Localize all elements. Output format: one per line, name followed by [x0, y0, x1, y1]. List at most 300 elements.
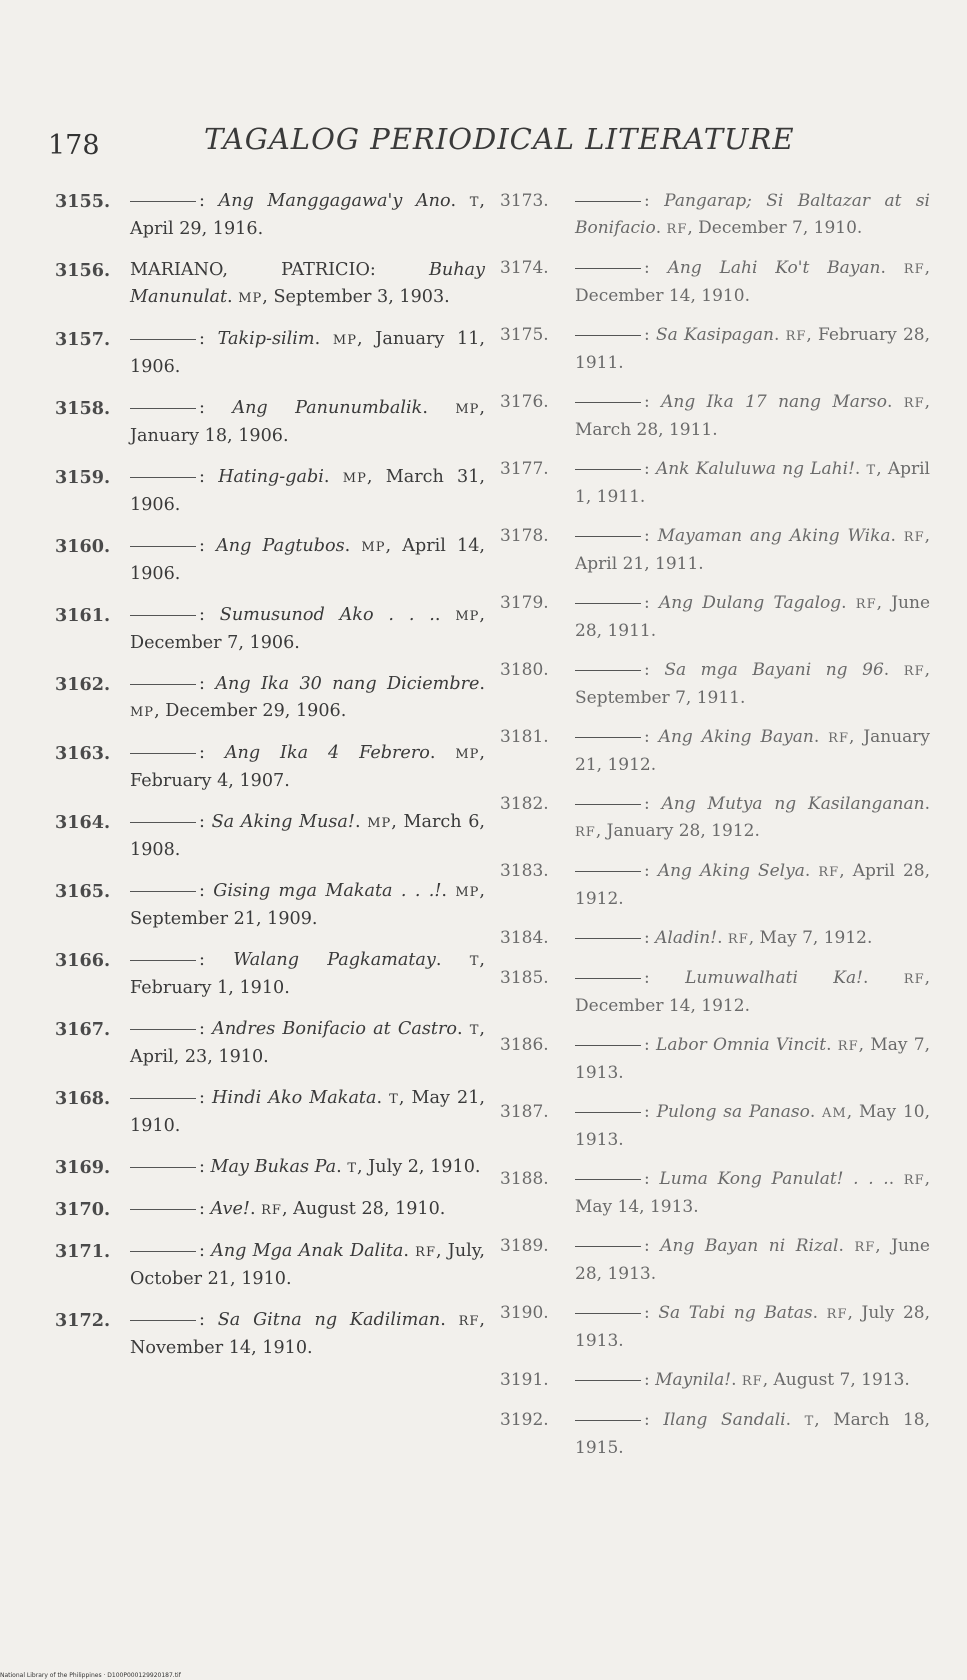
entry-source: AM [822, 1106, 847, 1121]
entry-title: Sa mga Bayani ng 96 [664, 660, 884, 680]
entry-colon: : [199, 1019, 213, 1039]
entry-text: : Lumuwalhati Ka!. RF, December 14, 1912. [575, 968, 930, 1016]
entry-number: 3157. [55, 329, 111, 350]
entry-text: : Sumusunod Ako . . .. MP, December 7, 1906. [130, 605, 485, 653]
bibliography-entry [500, 791, 930, 846]
entry-title: Mayaman ang Aking Wika [657, 526, 891, 546]
bibliography-entry [500, 322, 930, 377]
entry-title: Ang Ika 30 nang Diciembre [215, 674, 480, 694]
entry-number: 3180. [500, 660, 549, 680]
bibliography-entry [55, 533, 485, 588]
entry-source: RF [854, 1240, 876, 1255]
entry-number: 3155. [55, 191, 111, 212]
entry-text: : Ang Mutya ng Kasilanganan. RF, January 28, 1912. [575, 794, 930, 841]
entry-title: Gising mga Makata . . .! [213, 881, 442, 901]
ditto-dash [130, 1251, 196, 1252]
bibliography-entry [55, 1307, 485, 1362]
entry-source: RF [826, 1307, 848, 1322]
entry-text: : Ave!. RF, August 28, 1910. [130, 1196, 485, 1224]
bibliography-entry [55, 947, 485, 1002]
bibliography-entry [55, 464, 485, 519]
entry-number: 3184. [500, 928, 549, 948]
entry-number: 3183. [500, 861, 549, 881]
bibliography-entry [500, 255, 930, 310]
entry-source: RF [575, 825, 596, 840]
entry-text: : Pulong sa Panaso. AM, May 10, 1913. [575, 1102, 930, 1150]
bibliography-entry [500, 188, 930, 243]
entry-source: T [866, 463, 877, 478]
entry-number: 3192. [500, 1410, 549, 1430]
ditto-dash [130, 201, 196, 202]
entry-colon: : [644, 459, 656, 479]
entry-colon: : [644, 1102, 657, 1122]
bibliography-entry [500, 1166, 930, 1221]
entry-date: April 21, 1911. [575, 554, 704, 574]
bibliography-entry [500, 965, 930, 1020]
bibliography-entry [500, 456, 930, 511]
ditto-dash [130, 891, 196, 892]
entry-source: T [804, 1414, 815, 1429]
bibliography-entry [55, 878, 485, 933]
entry-number: 3170. [55, 1199, 111, 1220]
entry-date: December 14, 1912. [575, 996, 750, 1016]
ditto-dash [130, 477, 196, 478]
ditto-dash [575, 1420, 641, 1421]
entry-colon: : [644, 794, 662, 814]
ditto-dash [575, 1380, 641, 1381]
entry-colon: : [644, 928, 656, 948]
entry-author: MARIANO, PATRICIO: [130, 260, 429, 280]
entry-date: May 14, 1913. [575, 1197, 699, 1217]
ditto-dash [130, 1167, 196, 1168]
entry-title: Sa Tabi ng Batas [658, 1303, 813, 1323]
entry-source: RF [828, 731, 849, 746]
entry-colon: : [199, 1088, 212, 1108]
entry-source: RF [741, 1374, 763, 1389]
entry-title: May Bukas Pa [210, 1157, 337, 1177]
ditto-dash [575, 804, 641, 805]
entry-text: : Ang Ika 17 nang Marso. RF, March 28, 1911. [575, 392, 930, 440]
entry-title: Sa Gitna ng Kadiliman [217, 1310, 441, 1330]
bibliography-entry [500, 1300, 930, 1355]
bibliography-entry [500, 1032, 930, 1087]
entry-title: Luma Kong Panulat! . . . [659, 1169, 889, 1189]
entry-title: Labor Omnia Vincit [656, 1035, 827, 1055]
entry-title: Hindi Ako Makata [212, 1088, 377, 1108]
bibliography-entry [55, 1154, 485, 1182]
entry-date: March 6, 1908. [130, 812, 486, 860]
entry-number: 3186. [500, 1035, 549, 1055]
entry-text: : Ank Kaluluwa ng Lahi!. T, April 1, 1911. [575, 459, 930, 507]
entry-source: RF [261, 1203, 282, 1218]
bibliography-entry [55, 326, 485, 381]
bibliography-entry [500, 925, 930, 953]
entry-colon: : [644, 1169, 660, 1189]
ditto-dash [130, 684, 196, 685]
entry-date: January 11, 1906. [130, 329, 486, 377]
entry-source: MP [130, 705, 155, 720]
entry-colon: : [199, 812, 212, 832]
page-header [44, 118, 944, 168]
left-column [55, 188, 485, 1376]
entry-number: 3171. [55, 1241, 111, 1262]
entry-text: : Aladin!. RF, May 7, 1912. [575, 925, 930, 953]
entry-source: RF [666, 222, 688, 237]
entry-date: September 3, 1903. [273, 287, 450, 307]
entry-text: : Ang Panunumbalik. MP, January 18, 1906. [130, 398, 485, 446]
entry-colon: : [199, 881, 214, 901]
entry-source: MP [455, 402, 480, 417]
entry-source: MP [455, 885, 480, 900]
entry-date: January 21, 1912. [575, 727, 931, 775]
ditto-dash [575, 1179, 641, 1180]
entry-title: Andres Bonifacio at Castro [212, 1019, 457, 1039]
bibliography-entry [500, 657, 930, 712]
entry-title: Ang Lahi Ko't Bayan [667, 258, 881, 278]
ditto-dash [575, 670, 641, 671]
entry-number: 3167. [55, 1019, 111, 1040]
entry-title: Ave! [210, 1199, 250, 1219]
entry-source: RF [415, 1245, 436, 1260]
entry-text: : Maynila!. RF, August 7, 1913. [575, 1367, 930, 1395]
entry-date: May 7, 1913. [575, 1035, 930, 1083]
entry-title: Ilang Sandali [663, 1410, 786, 1430]
entry-text: : Ang Pagtubos. MP, April 14, 1906. [130, 536, 486, 584]
entry-text: : Pangarap; Si Baltazar at si Bonifacio. RF, December 7, 1910. [575, 191, 930, 238]
entry-number: 3185. [500, 968, 549, 988]
entry-title: Ang Mga Anak Dalita [211, 1241, 404, 1261]
entry-date: July, October 21, 1910. [130, 1241, 485, 1289]
entry-colon: : [199, 605, 220, 625]
ditto-dash [130, 339, 196, 340]
entry-source: RF [903, 972, 925, 987]
entry-colon: : [644, 1410, 664, 1430]
entry-title: Ang Aking Bayan [658, 727, 814, 747]
entry-title: Sa Aking Musa! [211, 812, 355, 832]
entry-date: May 10, 1913. [575, 1102, 930, 1150]
ditto-dash [130, 1029, 196, 1030]
entry-number: 3173. [500, 191, 549, 211]
entry-colon: : [199, 743, 225, 763]
entry-title: Ang Ika 17 nang Marso [661, 392, 887, 412]
entry-title: Aladin! [655, 928, 718, 948]
entry-date: March 31, 1906. [130, 467, 486, 515]
ditto-dash [575, 335, 641, 336]
entry-colon: : [199, 1157, 211, 1177]
entry-date: November 14, 1910. [130, 1338, 313, 1358]
ditto-dash [575, 536, 641, 537]
entry-text: : Andres Bonifacio at Castro. T, April, 23, 1910. [130, 1019, 486, 1067]
entry-source: T [469, 1023, 480, 1038]
ditto-dash [575, 978, 641, 979]
ditto-dash [130, 1320, 196, 1321]
ditto-dash [130, 1098, 196, 1099]
entry-source: RF [903, 530, 925, 545]
entry-source: T [469, 195, 480, 210]
ditto-dash [130, 753, 196, 754]
bibliography-entry [55, 740, 485, 795]
ditto-dash [575, 938, 641, 939]
ditto-dash [575, 1045, 641, 1046]
ditto-dash [575, 737, 641, 738]
right-column [500, 188, 930, 1474]
entry-number: 3172. [55, 1310, 111, 1331]
entry-date: March 28, 1911. [575, 420, 718, 440]
entry-colon: : [199, 467, 219, 487]
entry-text: : Gising mga Makata . . .!. MP, September 21, 1909. [130, 881, 486, 929]
entry-number: 3177. [500, 459, 549, 479]
entry-date: June 28, 1911. [575, 593, 931, 641]
entry-title: Ang Manggagawa'y Ano [218, 191, 451, 211]
entry-number: 3169. [55, 1157, 111, 1178]
bibliography-entry [55, 809, 485, 864]
entry-text: : Ang Manggagawa'y Ano. T, April 29, 1916. [130, 191, 485, 239]
entry-title: Ank Kaluluwa ng Lahi! [655, 459, 855, 479]
entry-source: MP [455, 747, 480, 762]
entry-colon: : [644, 1303, 659, 1323]
ditto-dash [575, 201, 641, 202]
ditto-dash [575, 1313, 641, 1314]
entry-title: Ang Bayan ni Rizal [660, 1236, 839, 1256]
entry-source: RF [818, 865, 840, 880]
entry-source: RF [458, 1314, 480, 1329]
entry-source: RF [727, 932, 749, 947]
entry-title: Hating-gabi [218, 467, 324, 487]
entry-date: April 28, 1912. [575, 861, 930, 909]
entry-date: August 7, 1913. [773, 1370, 910, 1390]
ditto-dash [575, 871, 641, 872]
entry-number: 3168. [55, 1088, 111, 1109]
bibliography-entry [55, 1196, 485, 1224]
entry-source: RF [837, 1039, 859, 1054]
entry-source: RF [785, 329, 807, 344]
entry-text: : Takip-silim. MP, January 11, 1906. [130, 329, 486, 377]
entry-colon: : [644, 593, 659, 613]
entry-colon: : [199, 536, 217, 556]
entry-number: 3179. [500, 593, 549, 613]
entry-date: February 4, 1907. [130, 771, 290, 791]
entry-colon: : [644, 968, 686, 988]
entry-number: 3159. [55, 467, 111, 488]
entry-source: T [347, 1161, 357, 1176]
entry-number: 3191. [500, 1370, 549, 1390]
entry-date: May 21, 1910. [130, 1088, 486, 1136]
entry-text: : Sa Tabi ng Batas. RF, July 28, 1913. [575, 1303, 930, 1351]
entry-colon: : [199, 1241, 212, 1261]
entry-title: Takip-silim [217, 329, 315, 349]
entry-title: Sumusunod Ako . . . [219, 605, 435, 625]
entry-source: RF [903, 262, 925, 277]
entry-date: January 28, 1912. [606, 821, 760, 841]
entry-title: Walang Pagkamatay [233, 950, 436, 970]
entry-number: 3176. [500, 392, 549, 412]
entry-source: MP [238, 291, 263, 306]
entry-colon: : [199, 329, 218, 349]
entry-colon: : [644, 660, 665, 680]
entry-text: : Hating-gabi. MP, March 31, 1906. [130, 467, 486, 515]
entry-date: January 18, 1906. [130, 426, 289, 446]
entry-date: July 28, 1913. [575, 1303, 930, 1351]
entry-date: December 7, 1906. [130, 633, 300, 653]
running-title: TAGALOG PERIODICAL LITERATURE [204, 122, 795, 156]
entry-title: Lumuwalhati Ka! [685, 968, 863, 988]
entry-text: : Mayaman ang Aking Wika. RF, April 21, 1911. [575, 526, 930, 574]
entry-title: Ang Pagtubos [216, 536, 345, 556]
entry-colon: : [644, 861, 658, 881]
entry-title: Ang Panunumbalik [232, 398, 423, 418]
entry-number: 3162. [55, 674, 111, 695]
entry-text: : Ang Aking Selya. RF, April 28, 1912. [575, 861, 930, 909]
entry-title: Sa Kasipagan [655, 325, 774, 345]
entry-number: 3190. [500, 1303, 549, 1323]
entry-date: July 2, 1910. [368, 1157, 481, 1177]
ditto-dash [575, 603, 641, 604]
entry-title: Ang Mutya ng Kasilanganan [661, 794, 925, 814]
entry-number: 3156. [55, 260, 111, 281]
bibliography-entry [500, 858, 930, 913]
bibliography-entry [500, 724, 930, 779]
entry-number: 3164. [55, 812, 111, 833]
entry-text: : Ang Dulang Tagalog. RF, June 28, 1911. [575, 593, 931, 641]
entry-number: 3189. [500, 1236, 549, 1256]
entry-source: MP [332, 333, 357, 348]
entry-date: December 29, 1906. [165, 701, 347, 721]
entry-colon: : [199, 398, 233, 418]
entry-date: August 28, 1910. [293, 1199, 446, 1219]
entry-source: T [469, 954, 480, 969]
entry-title: Buhay Manunulat [130, 260, 485, 307]
entry-date: February 28, 1911. [575, 325, 930, 373]
entry-title: Ang Ika 4 Febrero [224, 743, 430, 763]
bibliography-entry [500, 523, 930, 578]
entry-text: : Labor Omnia Vincit. RF, May 7, 1913. [575, 1035, 930, 1083]
entry-text: : Hindi Ako Makata. T, May 21, 1910. [130, 1088, 486, 1136]
ditto-dash [130, 408, 196, 409]
entry-number: 3165. [55, 881, 111, 902]
entry-title: Pangarap; Si Baltazar at si Bonifacio [575, 191, 930, 238]
entry-number: 3175. [500, 325, 549, 345]
ditto-dash [130, 822, 196, 823]
entry-text: : Sa Gitna ng Kadiliman. RF, November 14, 1910. [130, 1310, 486, 1358]
bibliography-entry [500, 1233, 930, 1288]
entry-text: : Ang Ika 4 Febrero. MP, February 4, 1907. [130, 743, 485, 791]
entry-date: February 1, 1910. [130, 978, 290, 998]
entry-date: September 7, 1911. [575, 688, 746, 708]
entry-colon: : [644, 325, 656, 345]
entry-source: MP [367, 816, 392, 831]
bibliography-entry [55, 1016, 485, 1071]
entry-date: June 28, 1913. [575, 1236, 930, 1284]
entry-date: April 29, 1916. [130, 219, 264, 239]
ditto-dash [130, 546, 196, 547]
entry-date: December 14, 1910. [575, 286, 750, 306]
entry-number: 3158. [55, 398, 111, 419]
entry-title: Maynila! [655, 1370, 732, 1390]
entry-number: 3174. [500, 258, 549, 278]
entry-colon: : [644, 258, 668, 278]
entry-text: : Ang Bayan ni Rizal. RF, June 28, 1913. [575, 1236, 930, 1284]
entry-number: 3178. [500, 526, 549, 546]
entry-date: March 18, 1915. [575, 1410, 931, 1458]
entry-number: 3187. [500, 1102, 549, 1122]
entry-number: 3163. [55, 743, 111, 764]
entry-colon: : [644, 392, 662, 412]
page-number: 178 [48, 130, 100, 161]
entry-colon: : [644, 1370, 656, 1390]
bibliography-entry [500, 1099, 930, 1154]
entry-date: April 1, 1911. [575, 459, 930, 507]
entry-title: Ang Dulang Tagalog [658, 593, 842, 613]
ditto-dash [575, 469, 641, 470]
entry-source: MP [455, 609, 480, 624]
entry-source: MP [361, 540, 386, 555]
entry-title: Pulong sa Panaso [656, 1102, 810, 1122]
ditto-dash [575, 1246, 641, 1247]
ditto-dash [130, 960, 196, 961]
entry-text: : May Bukas Pa. T, July 2, 1910. [130, 1154, 485, 1182]
ditto-dash [575, 268, 641, 269]
entry-text: : Ang Aking Bayan. RF, January 21, 1912. [575, 727, 931, 775]
entry-colon: : [199, 950, 234, 970]
ditto-dash [130, 615, 196, 616]
bibliography-entry [55, 395, 485, 450]
entry-text: : Walang Pagkamatay. T, February 1, 1910. [130, 950, 485, 998]
ditto-dash [575, 402, 641, 403]
entry-text: MARIANO, PATRICIO: Buhay Manunulat. MP, September 3, 1903. [130, 260, 485, 307]
entry-source: T [389, 1092, 399, 1107]
bibliography-entry [55, 602, 485, 657]
bibliography-entry [55, 188, 485, 243]
entry-number: 3161. [55, 605, 111, 626]
entry-date: May 7, 1912. [759, 928, 873, 948]
entry-colon: : [199, 1310, 218, 1330]
scan-footer: National Library of the Philippines · D100P000129920187.tif [0, 1672, 181, 1679]
ditto-dash [575, 1112, 641, 1113]
entry-colon: : [199, 1199, 211, 1219]
entry-date: September 21, 1909. [130, 909, 318, 929]
entry-colon: : [644, 191, 665, 211]
bibliography-entry [55, 1085, 485, 1140]
entry-text: : Sa Kasipagan. RF, February 28, 1911. [575, 325, 930, 373]
entry-colon: : [199, 191, 219, 211]
entry-number: 3181. [500, 727, 549, 747]
bibliography-entry [55, 257, 485, 312]
bibliography-entry [500, 389, 930, 444]
entry-colon: : [644, 727, 659, 747]
entry-date: April 14, 1906. [130, 536, 486, 584]
bibliography-entry [55, 671, 485, 726]
entry-source: RF [903, 396, 925, 411]
entry-text: : Ang Mga Anak Dalita. RF, July, October 21, 1910. [130, 1241, 485, 1289]
entry-text: : Luma Kong Panulat! . . .. RF, May 14, 1913. [575, 1169, 930, 1217]
entry-number: 3166. [55, 950, 111, 971]
entry-colon: : [644, 526, 658, 546]
entry-number: 3160. [55, 536, 111, 557]
bibliography-entry [55, 1238, 485, 1293]
entry-source: RF [903, 1173, 925, 1188]
entry-title: Ang Aking Selya [657, 861, 805, 881]
entry-colon: : [644, 1236, 661, 1256]
entry-text: : Ang Ika 30 nang Diciembre. MP, December 29, 1906. [130, 674, 485, 721]
bibliography-entry [500, 1407, 930, 1462]
bibliography-entry [500, 590, 930, 645]
entry-number: 3188. [500, 1169, 549, 1189]
entry-source: RF [855, 597, 877, 612]
entry-text: : Sa mga Bayani ng 96. RF, September 7, 1911. [575, 660, 930, 708]
entry-colon: : [199, 674, 216, 694]
entry-source: RF [903, 664, 925, 679]
entry-text: : Ang Lahi Ko't Bayan. RF, December 14, 1910. [575, 258, 931, 306]
